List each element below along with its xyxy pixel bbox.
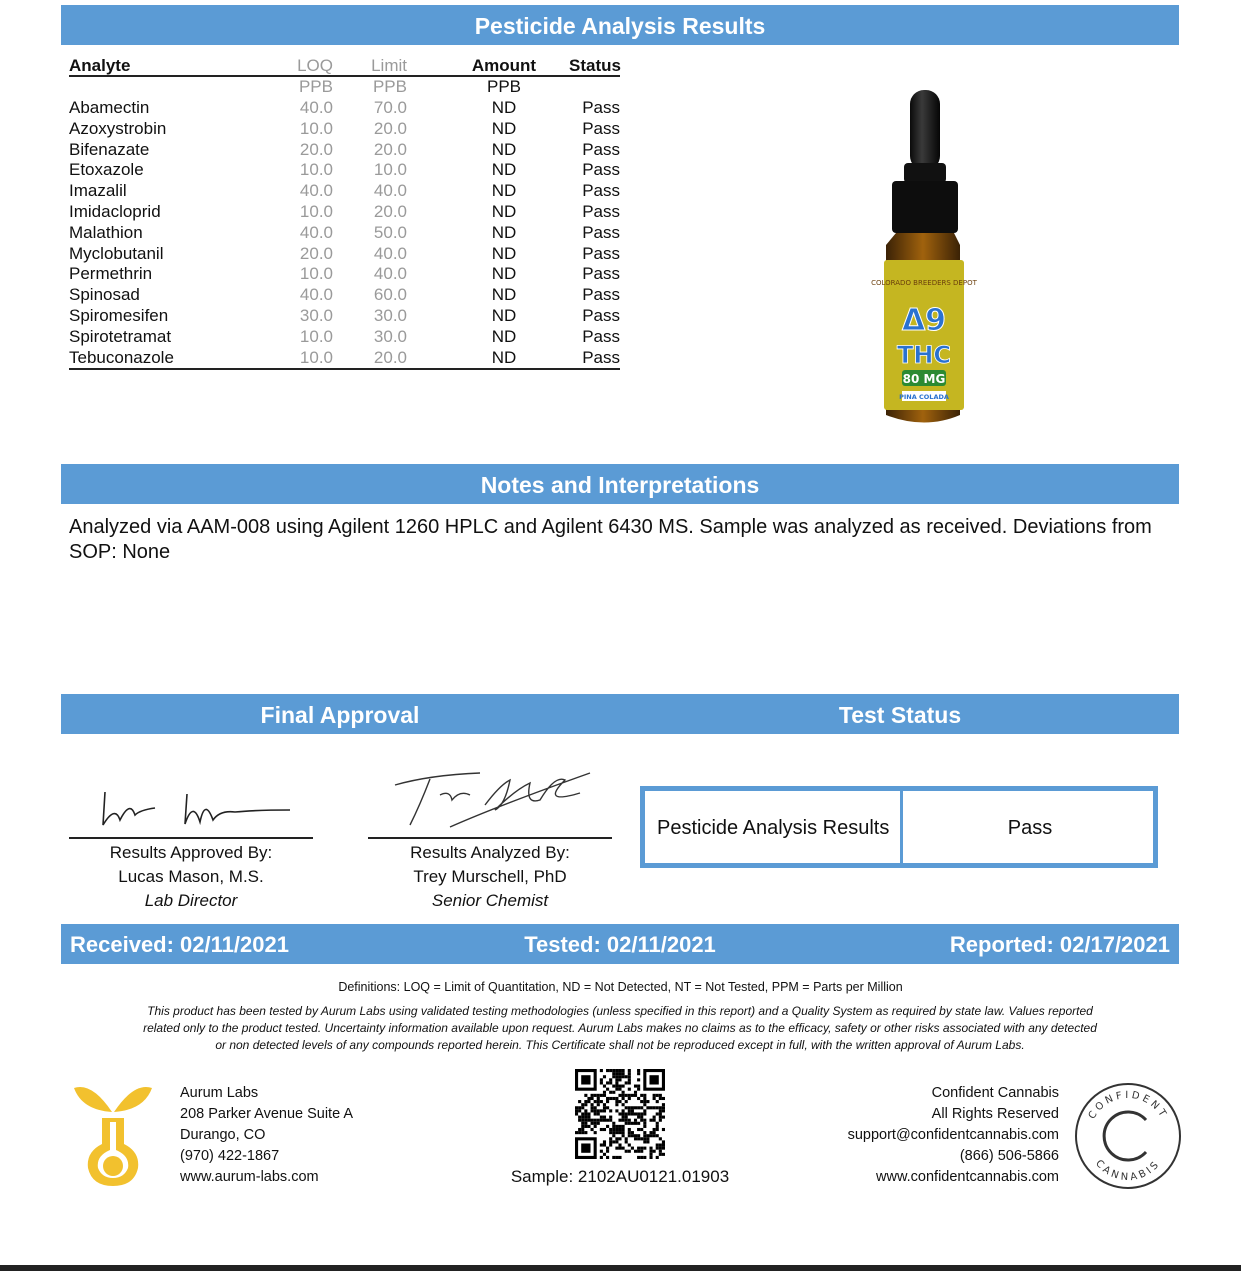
limit-cell: 20.0 <box>373 202 407 221</box>
status-cell: Pass <box>582 285 620 305</box>
reported-date: Reported: 02/17/2021 <box>949 932 1170 957</box>
analyte-cell: Imidacloprid <box>69 202 161 221</box>
analyte-cell: Spiromesifen <box>69 306 169 325</box>
loq-cell: 10.0 <box>299 264 333 284</box>
cc-email[interactable]: support@confidentcannabis.com <box>847 1127 1059 1143</box>
status-cell: Pass <box>582 160 620 180</box>
loq-cell: 10.0 <box>299 202 333 221</box>
loq-cell: 10.0 <box>299 118 333 138</box>
loq-cell: 40.0 <box>299 222 333 242</box>
approval-status-bar <box>61 694 1179 734</box>
limit-cell: 10.0 <box>373 160 407 180</box>
unit-limit: PPB <box>372 77 407 96</box>
lab-contact <box>180 1083 353 1188</box>
status-cell: Pass <box>582 347 620 367</box>
status-item-label: Pesticide Analysis Results <box>657 817 890 839</box>
lab-website: www.aurum-labs.com <box>180 1169 319 1185</box>
dates-bar <box>61 924 1179 964</box>
analyte-cell: Spinosad <box>69 285 140 305</box>
bottle-flavor: PINA COLADA <box>899 393 949 401</box>
limit-cell: 40.0 <box>373 243 407 263</box>
analyte-cell: Imazalil <box>69 181 127 201</box>
analyst-signature-line <box>368 837 612 839</box>
limit-cell: 40.0 <box>373 264 407 284</box>
cc-rights: All Rights Reserved <box>931 1106 1059 1122</box>
analyte-cell: Tebuconazole <box>69 347 174 367</box>
cc-contact <box>800 1083 1059 1188</box>
pesticide-header-bar <box>61 5 1179 45</box>
svg-text:CONFIDENT <box>1087 1090 1170 1121</box>
loq-cell: 40.0 <box>299 181 333 201</box>
table-header-row <box>69 55 620 76</box>
svg-text:CANNABIS <box>1093 1158 1163 1183</box>
bottle-thc: THC <box>896 341 952 369</box>
amount-cell: ND <box>491 98 517 117</box>
status-cell: Pass <box>582 202 620 221</box>
loq-cell: 10.0 <box>299 326 333 346</box>
analyte-cell: Azoxystrobin <box>69 118 167 138</box>
table-row <box>69 201 620 222</box>
units-row <box>69 76 620 97</box>
status-cell: Pass <box>582 264 620 284</box>
received-date: Received: 02/11/2021 <box>70 932 289 957</box>
analyte-cell: Malathion <box>69 222 143 242</box>
analyte-cell: Etoxazole <box>69 160 144 180</box>
amount-cell: ND <box>491 243 517 263</box>
cc-name: Confident Cannabis <box>931 1085 1059 1101</box>
status-cell: Pass <box>582 139 620 159</box>
table-row <box>69 284 620 305</box>
limit-cell: 20.0 <box>373 139 407 159</box>
test-status-title: Test Status <box>838 702 962 728</box>
analyte-cell: Abamectin <box>69 98 150 117</box>
status-result: Pass <box>1007 817 1053 839</box>
limit-cell: 40.0 <box>373 181 407 201</box>
loq-cell: 20.0 <box>299 243 333 263</box>
tested-date: Tested: 02/11/2021 <box>524 932 716 957</box>
sample-id: Sample: 2102AU0121.01903 <box>510 1167 730 1186</box>
status-cell: Pass <box>582 326 620 346</box>
notes-section-title: Notes and Interpretations <box>480 472 760 498</box>
disclaimer <box>120 1003 1120 1054</box>
disclaimer-line-1: This product has been tested by Aurum Labs using validated testing methodologies (unless specified in this report) and a Quality System as required by state law. Values reported <box>147 1004 1093 1018</box>
approver-name: Lucas Mason, M.S. <box>118 867 264 886</box>
amount-cell: ND <box>491 222 517 242</box>
limit-cell: 50.0 <box>373 222 407 242</box>
table-row <box>69 97 620 118</box>
confident-cannabis-seal-icon <box>1072 1080 1184 1192</box>
table-row <box>69 222 620 243</box>
amount-cell: ND <box>491 326 517 346</box>
qr-code-icon[interactable] <box>575 1069 665 1159</box>
aurum-labs-logo-icon <box>72 1080 154 1190</box>
status-cell: Pass <box>582 181 620 201</box>
amount-cell: ND <box>491 181 517 201</box>
loq-cell: 40.0 <box>299 98 333 117</box>
test-status-inner <box>644 790 1154 864</box>
definitions-text: Definitions: LOQ = Limit of Quantitation, ND = Not Detected, NT = Not Tested, PPM = Parts per Million <box>338 980 903 994</box>
analyte-cell: Bifenazate <box>69 139 150 159</box>
cc-phone: (866) 506-5866 <box>959 1148 1059 1164</box>
analyst-signature <box>390 765 600 837</box>
pesticide-section-title: Pesticide Analysis Results <box>474 13 766 39</box>
table-row <box>69 305 620 326</box>
amount-cell: ND <box>491 264 517 284</box>
limit-cell: 70.0 <box>373 98 407 117</box>
status-cell: Pass <box>582 243 620 263</box>
approver-label: Results Approved By: <box>109 843 273 862</box>
loq-cell: 10.0 <box>299 347 333 367</box>
seal-top-text: CONFIDENT <box>1086 1089 1170 1122</box>
col-header-status: Status <box>569 56 621 75</box>
test-status-box <box>640 786 1158 868</box>
table-row <box>69 347 620 368</box>
product-bottle-image <box>860 85 1020 435</box>
status-cell: Pass <box>582 98 620 117</box>
seal-bottom-text: CANNABIS <box>1093 1158 1163 1184</box>
limit-cell: 30.0 <box>373 306 407 325</box>
status-cell: Pass <box>582 306 620 325</box>
lab-city: Durango, CO <box>180 1127 266 1143</box>
limit-cell: 60.0 <box>373 285 407 305</box>
table-row <box>69 118 620 139</box>
limit-cell: 30.0 <box>373 326 407 346</box>
col-header-amount: Amount <box>471 56 537 75</box>
final-approval-title: Final Approval <box>260 702 420 728</box>
table-row <box>69 326 620 347</box>
bottle-brand: COLORADO BREEDERS DEPOT <box>871 279 977 287</box>
notes-header-bar <box>61 464 1179 504</box>
approver-block <box>69 841 313 913</box>
status-cell: Pass <box>582 118 620 138</box>
analyte-cell: Permethrin <box>69 264 153 284</box>
table-row <box>69 139 620 160</box>
col-header-analyte: Analyte <box>69 56 131 75</box>
analyte-cell: Spirotetramat <box>69 326 172 346</box>
amount-cell: ND <box>491 285 517 305</box>
table-row <box>69 243 620 264</box>
limit-cell: 20.0 <box>373 347 407 367</box>
table-row <box>69 159 620 180</box>
approver-signature-line <box>69 837 313 839</box>
bottom-border <box>0 1265 1241 1271</box>
amount-cell: ND <box>491 202 517 221</box>
lab-address: 208 Parker Avenue Suite A <box>180 1106 354 1122</box>
unit-loq: PPB <box>298 77 333 96</box>
loq-cell: 10.0 <box>299 160 333 180</box>
limit-cell: 20.0 <box>373 118 407 138</box>
bottle-delta9: Δ9 <box>901 303 947 338</box>
analyst-label: Results Analyzed By: <box>410 843 570 862</box>
loq-cell: 20.0 <box>299 139 333 159</box>
notes-text: Analyzed via AAM-008 using Agilent 1260 HPLC and Agilent 6430 MS. Sample was analyzed as received. Deviations from SOP: None <box>69 516 1152 563</box>
status-cell: Pass <box>582 222 620 242</box>
amount-cell: ND <box>491 139 517 159</box>
unit-amount: PPB <box>486 77 522 96</box>
analyte-cell: Myclobutanil <box>69 243 164 263</box>
table-row <box>69 263 620 284</box>
amount-cell: ND <box>491 118 517 138</box>
analyst-block <box>368 841 612 913</box>
analyst-name: Trey Murschell, PhD <box>413 867 567 886</box>
amount-cell: ND <box>491 347 517 367</box>
amount-cell: ND <box>491 306 517 325</box>
approver-signature <box>95 780 295 835</box>
cc-website[interactable]: www.confidentcannabis.com <box>876 1169 1059 1185</box>
col-header-limit: Limit <box>371 56 407 75</box>
disclaimer-line-2: related only to the product tested. Uncertainty information available upon request. Aurum Labs makes no claims as to the efficacy, safety or other risks associated with any detected <box>143 1021 1097 1035</box>
bottle-dose: 80 MG <box>902 372 946 386</box>
table-bottom-rule <box>69 368 620 370</box>
loq-cell: 30.0 <box>299 306 333 325</box>
amount-cell: ND <box>491 160 517 180</box>
loq-cell: 40.0 <box>299 285 333 305</box>
lab-phone: (970) 422-1867 <box>180 1148 280 1164</box>
lab-name: Aurum Labs <box>180 1085 259 1101</box>
disclaimer-line-3: or non detected levels of any compounds reported herein. This Certificate shall not be reproduced except in full, with the written approval of Aurum Labs. <box>215 1038 1025 1052</box>
analyst-role: Senior Chemist <box>431 891 549 910</box>
table-row <box>69 180 620 201</box>
col-header-loq: LOQ <box>297 56 333 75</box>
approver-role: Lab Director <box>144 891 238 910</box>
